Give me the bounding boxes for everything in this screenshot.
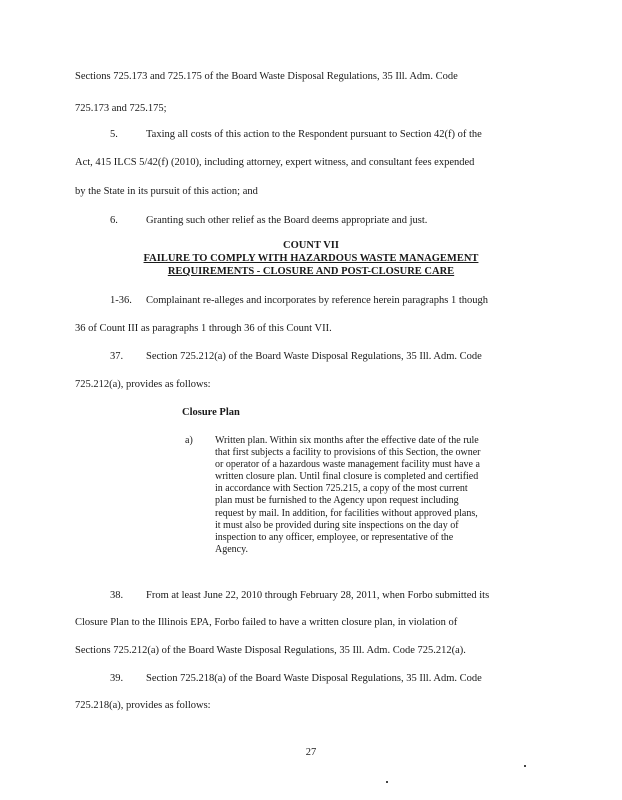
text-line: Section 725.218(a) of the Board Waste Disposal Regulations, 35 Ill. Adm. Code [146,673,482,684]
text-line: Sections 725.212(a) of the Board Waste Disposal Regulations, 35 Ill. Adm. Code 725.212(a). [75,645,466,656]
text-line: 725.173 and 725.175; [75,103,167,114]
paragraph-number: 1-36. [110,295,132,306]
text-line: Granting such other relief as the Board deems appropriate and just. [146,215,428,226]
text-line: Section 725.212(a) of the Board Waste Disposal Regulations, 35 Ill. Adm. Code [146,351,482,362]
text-line: Act, 415 ILCS 5/42(f) (2010), including attorney, expert witness, and consultant fees expended [75,157,475,168]
scan-speck [386,781,388,783]
paragraph-number: 38. [110,590,124,601]
scan-speck [524,765,526,767]
text-line: From at least June 22, 2010 through February 28, 2011, when Forbo submitted its [146,590,490,601]
count-subtitle: REQUIREMENTS - CLOSURE AND POST-CLOSURE CARE [167,266,455,277]
page-number: 27 [305,747,317,758]
quote-heading: Closure Plan [182,407,240,418]
quote-label: a) [185,435,193,446]
text-line: by the State in its pursuit of this action; and [75,186,258,197]
item-number: 6. [110,215,118,226]
text-line: 36 of Count III as paragraphs 1 through 36 of this Count VII. [75,323,332,334]
text-line: 725.218(a), provides as follows: [75,700,211,711]
count-subtitle: FAILURE TO COMPLY WITH HAZARDOUS WASTE MANAGEMENT [143,253,479,264]
paragraph-number: 39. [110,673,124,684]
text-line: 725.212(a), provides as follows: [75,379,211,390]
paragraph-number: 37. [110,351,124,362]
text-line: Sections 725.173 and 725.175 of the Board Waste Disposal Regulations, 35 Ill. Adm. Code [75,71,458,82]
quote-block: Written plan. Within six months after the effective date of the rule that first subjects a facility to provisions of this Section, the owner or operator of a hazardous waste management facility must have a written closure plan. Until final closure is completed and certified in accordance with Section 725.215, a copy of the most current plan must be furnished to the Agency upon request including request by mail. In addition, for facilities without approved plans, it must also be provided during site inspections on the day of inspection to any officer, employee, or representative of the Agency. [215,435,481,555]
item-number: 5. [110,129,118,140]
text-line: Complainant re-alleges and incorporates by reference herein paragraphs 1 though [146,295,488,306]
text-line: Closure Plan to the Illinois EPA, Forbo failed to have a written closure plan, in violation of [75,617,458,628]
count-title: COUNT VII [283,240,339,251]
text-line: Taxing all costs of this action to the Respondent pursuant to Section 42(f) of the [146,129,482,140]
